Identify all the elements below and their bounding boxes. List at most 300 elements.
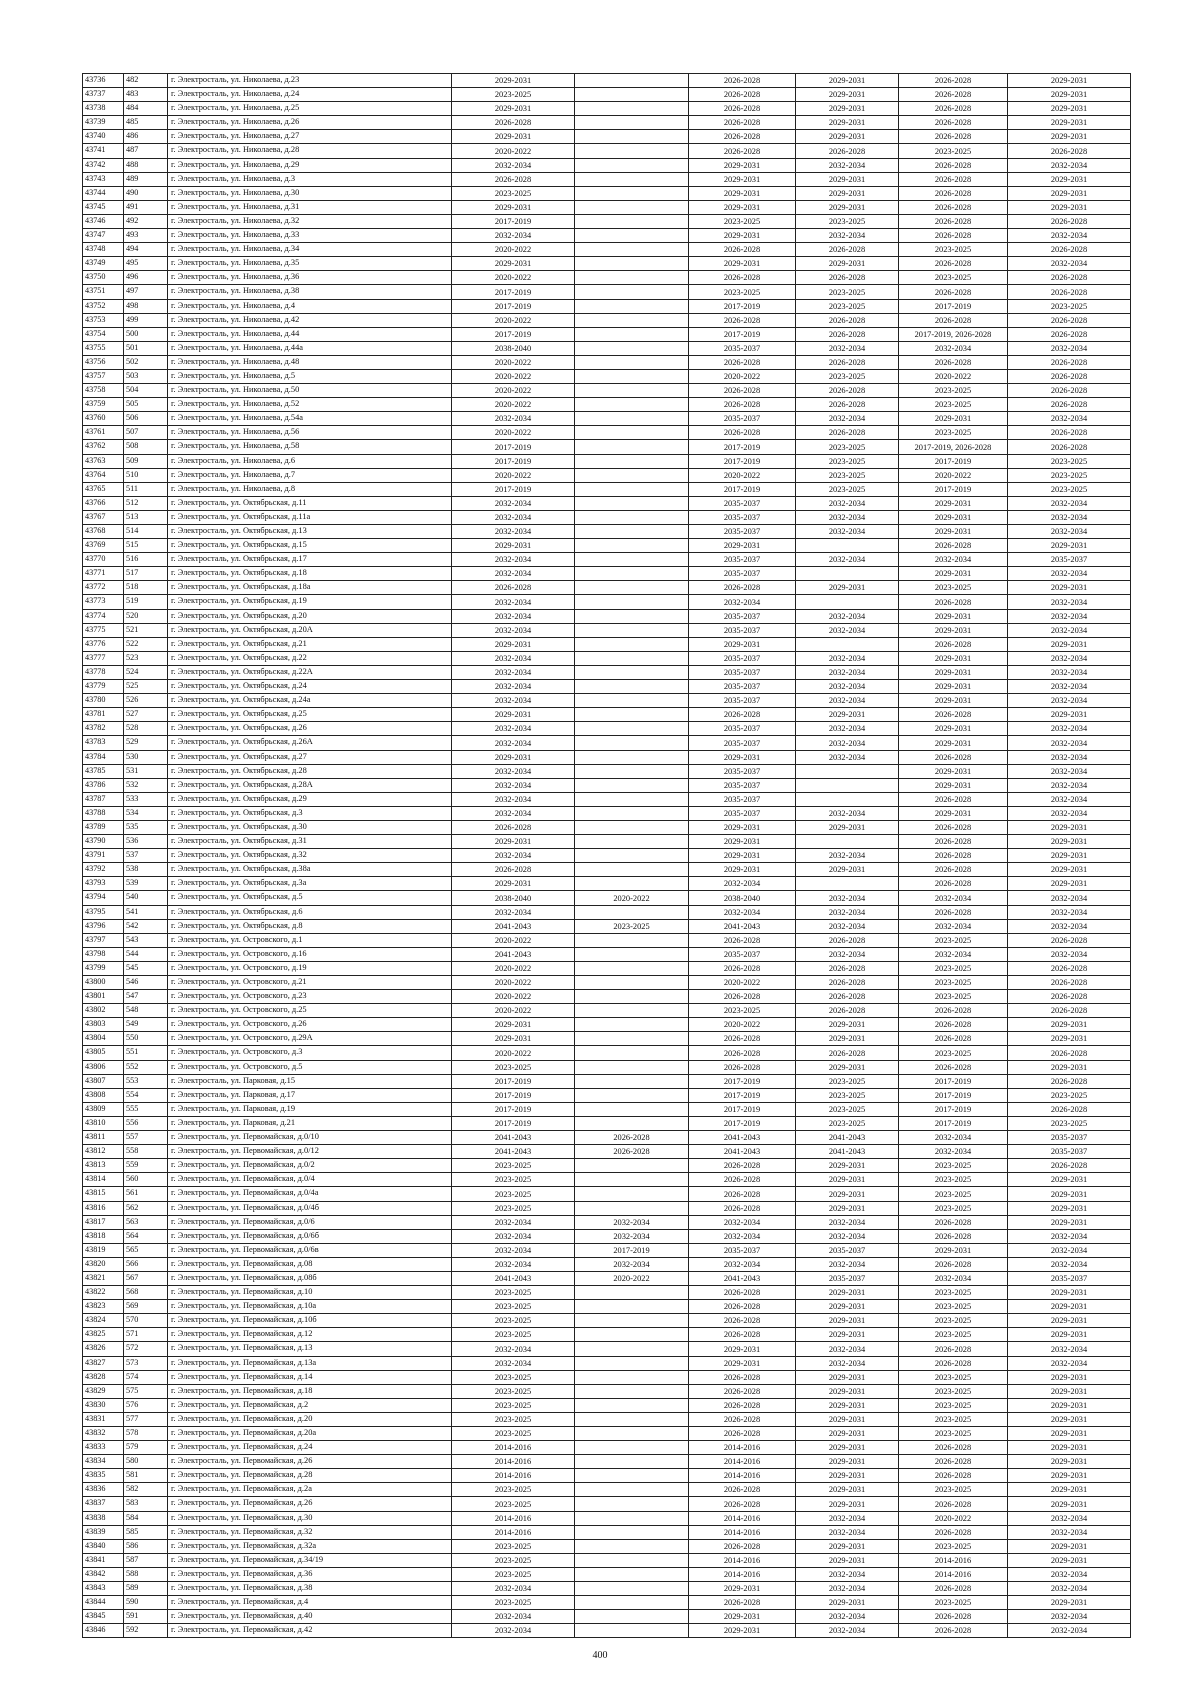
row-index-cell: 491 bbox=[124, 200, 168, 214]
period-1-cell: 2023-2025 bbox=[452, 1187, 575, 1201]
period-3-cell: 2026-2028 bbox=[689, 384, 796, 398]
period-4-cell: 2026-2028 bbox=[796, 355, 899, 369]
address-cell: г. Электросталь, ул. Первомайская, д.0/10 bbox=[168, 1131, 452, 1145]
address-cell: г. Электросталь, ул. Октябрьская, д.18 bbox=[168, 567, 452, 581]
period-6-cell: 2029-2031 bbox=[1008, 1441, 1131, 1455]
period-3-cell: 2026-2028 bbox=[689, 1412, 796, 1426]
row-id-cell: 43788 bbox=[83, 806, 124, 820]
period-5-cell: 2029-2031 bbox=[899, 496, 1008, 510]
period-3-cell: 2029-2031 bbox=[689, 835, 796, 849]
period-2-cell bbox=[575, 88, 689, 102]
address-cell: г. Электросталь, ул. Октябрьская, д.28А bbox=[168, 778, 452, 792]
address-cell: г. Электросталь, ул. Октябрьская, д.21 bbox=[168, 637, 452, 651]
period-2-cell bbox=[575, 1032, 689, 1046]
row-index-cell: 556 bbox=[124, 1116, 168, 1130]
row-id-cell: 43785 bbox=[83, 764, 124, 778]
period-2-cell bbox=[575, 961, 689, 975]
period-2-cell bbox=[575, 609, 689, 623]
period-1-cell: 2032-2034 bbox=[452, 1624, 575, 1638]
row-id-cell: 43833 bbox=[83, 1441, 124, 1455]
period-6-cell: 2032-2034 bbox=[1008, 1610, 1131, 1624]
period-6-cell: 2032-2034 bbox=[1008, 680, 1131, 694]
period-5-cell: 2023-2025 bbox=[899, 144, 1008, 158]
row-index-cell: 572 bbox=[124, 1342, 168, 1356]
period-5-cell: 2026-2028 bbox=[899, 88, 1008, 102]
period-5-cell: 2026-2028 bbox=[899, 1469, 1008, 1483]
period-6-cell: 2032-2034 bbox=[1008, 412, 1131, 426]
period-5-cell: 2029-2031 bbox=[899, 651, 1008, 665]
period-5-cell: 2026-2028 bbox=[899, 1342, 1008, 1356]
row-index-cell: 519 bbox=[124, 595, 168, 609]
row-id-cell: 43800 bbox=[83, 976, 124, 990]
table-row bbox=[83, 1004, 1131, 1018]
period-6-cell: 2032-2034 bbox=[1008, 1243, 1131, 1257]
period-3-cell: 2029-2031 bbox=[689, 172, 796, 186]
address-cell: г. Электросталь, ул. Парковая, д.19 bbox=[168, 1102, 452, 1116]
row-index-cell: 585 bbox=[124, 1525, 168, 1539]
period-4-cell: 2032-2034 bbox=[796, 905, 899, 919]
period-6-cell: 2029-2031 bbox=[1008, 1412, 1131, 1426]
row-id-cell: 43796 bbox=[83, 919, 124, 933]
period-3-cell: 2035-2037 bbox=[689, 764, 796, 778]
table-row bbox=[83, 158, 1131, 172]
row-index-cell: 508 bbox=[124, 440, 168, 454]
table-row bbox=[83, 1427, 1131, 1441]
period-5-cell: 2032-2034 bbox=[899, 891, 1008, 905]
period-3-cell: 2026-2028 bbox=[689, 1046, 796, 1060]
period-6-cell: 2029-2031 bbox=[1008, 1553, 1131, 1567]
period-1-cell: 2023-2025 bbox=[452, 1384, 575, 1398]
period-1-cell: 2023-2025 bbox=[452, 1539, 575, 1553]
period-3-cell: 2026-2028 bbox=[689, 1032, 796, 1046]
period-4-cell: 2029-2031 bbox=[796, 1300, 899, 1314]
period-4-cell: 2032-2034 bbox=[796, 623, 899, 637]
row-index-cell: 504 bbox=[124, 384, 168, 398]
period-1-cell: 2017-2019 bbox=[452, 327, 575, 341]
period-1-cell: 2023-2025 bbox=[452, 88, 575, 102]
period-5-cell: 2029-2031 bbox=[899, 694, 1008, 708]
address-cell: г. Электросталь, ул. Октябрьская, д.22 bbox=[168, 651, 452, 665]
period-4-cell: 2029-2031 bbox=[796, 1497, 899, 1511]
period-6-cell: 2032-2034 bbox=[1008, 764, 1131, 778]
period-4-cell: 2023-2025 bbox=[796, 369, 899, 383]
period-3-cell: 2014-2016 bbox=[689, 1511, 796, 1525]
period-1-cell: 2029-2031 bbox=[452, 1032, 575, 1046]
row-index-cell: 570 bbox=[124, 1314, 168, 1328]
row-index-cell: 503 bbox=[124, 369, 168, 383]
period-2-cell bbox=[575, 1370, 689, 1384]
period-2-cell bbox=[575, 384, 689, 398]
table-row bbox=[83, 186, 1131, 200]
period-1-cell: 2020-2022 bbox=[452, 1004, 575, 1018]
table-row bbox=[83, 708, 1131, 722]
address-cell: г. Электросталь, ул. Николаева, д.50 bbox=[168, 384, 452, 398]
row-index-cell: 548 bbox=[124, 1004, 168, 1018]
period-1-cell: 2032-2034 bbox=[452, 792, 575, 806]
period-6-cell: 2032-2034 bbox=[1008, 694, 1131, 708]
period-1-cell: 2014-2016 bbox=[452, 1511, 575, 1525]
row-id-cell: 43806 bbox=[83, 1060, 124, 1074]
table-row bbox=[83, 609, 1131, 623]
address-cell: г. Электросталь, ул. Первомайская, д.26 bbox=[168, 1497, 452, 1511]
period-2-cell bbox=[575, 863, 689, 877]
row-id-cell: 43738 bbox=[83, 102, 124, 116]
address-cell: г. Электросталь, ул. Октябрьская, д.19 bbox=[168, 595, 452, 609]
period-3-cell: 2026-2028 bbox=[689, 1201, 796, 1215]
period-3-cell: 2026-2028 bbox=[689, 426, 796, 440]
address-cell: г. Электросталь, ул. Первомайская, д.08б bbox=[168, 1271, 452, 1285]
row-id-cell: 43812 bbox=[83, 1145, 124, 1159]
address-cell: г. Электросталь, ул. Первомайская, д.10а bbox=[168, 1300, 452, 1314]
address-cell: г. Электросталь, ул. Первомайская, д.38 bbox=[168, 1582, 452, 1596]
row-index-cell: 506 bbox=[124, 412, 168, 426]
row-id-cell: 43779 bbox=[83, 680, 124, 694]
period-4-cell: 2029-2031 bbox=[796, 1455, 899, 1469]
row-index-cell: 526 bbox=[124, 694, 168, 708]
period-5-cell: 2017-2019 bbox=[899, 1102, 1008, 1116]
period-1-cell: 2020-2022 bbox=[452, 1046, 575, 1060]
table-row bbox=[83, 1286, 1131, 1300]
period-2-cell bbox=[575, 200, 689, 214]
period-2-cell bbox=[575, 947, 689, 961]
period-1-cell: 2026-2028 bbox=[452, 172, 575, 186]
period-6-cell: 2026-2028 bbox=[1008, 384, 1131, 398]
period-4-cell: 2023-2025 bbox=[796, 1074, 899, 1088]
table-row bbox=[83, 1624, 1131, 1638]
row-index-cell: 550 bbox=[124, 1032, 168, 1046]
row-index-cell: 533 bbox=[124, 792, 168, 806]
row-id-cell: 43782 bbox=[83, 722, 124, 736]
address-cell: г. Электросталь, ул. Первомайская, д.08 bbox=[168, 1257, 452, 1271]
period-4-cell: 2032-2034 bbox=[796, 849, 899, 863]
address-cell: г. Электросталь, ул. Парковая, д.21 bbox=[168, 1116, 452, 1130]
period-1-cell: 2032-2034 bbox=[452, 694, 575, 708]
period-2-cell bbox=[575, 313, 689, 327]
address-cell: г. Электросталь, ул. Николаева, д.52 bbox=[168, 398, 452, 412]
period-1-cell: 2026-2028 bbox=[452, 863, 575, 877]
period-3-cell: 2026-2028 bbox=[689, 1370, 796, 1384]
period-6-cell: 2029-2031 bbox=[1008, 1370, 1131, 1384]
period-6-cell: 2032-2034 bbox=[1008, 722, 1131, 736]
row-index-cell: 536 bbox=[124, 835, 168, 849]
period-6-cell: 2032-2034 bbox=[1008, 792, 1131, 806]
period-2-cell bbox=[575, 468, 689, 482]
period-4-cell: 2026-2028 bbox=[796, 384, 899, 398]
period-4-cell: 2026-2028 bbox=[796, 398, 899, 412]
address-cell: г. Электросталь, ул. Николаева, д.3 bbox=[168, 172, 452, 186]
period-2-cell bbox=[575, 426, 689, 440]
period-4-cell: 2029-2031 bbox=[796, 257, 899, 271]
period-3-cell: 2035-2037 bbox=[689, 665, 796, 679]
row-id-cell: 43801 bbox=[83, 990, 124, 1004]
period-1-cell: 2020-2022 bbox=[452, 961, 575, 975]
period-6-cell: 2023-2025 bbox=[1008, 482, 1131, 496]
period-5-cell: 2029-2031 bbox=[899, 1243, 1008, 1257]
row-index-cell: 488 bbox=[124, 158, 168, 172]
period-6-cell: 2026-2028 bbox=[1008, 426, 1131, 440]
period-5-cell: 2023-2025 bbox=[899, 1398, 1008, 1412]
address-cell: г. Электросталь, ул. Первомайская, д.14 bbox=[168, 1370, 452, 1384]
row-index-cell: 498 bbox=[124, 299, 168, 313]
period-4-cell: 2026-2028 bbox=[796, 426, 899, 440]
period-5-cell: 2026-2028 bbox=[899, 285, 1008, 299]
period-2-cell bbox=[575, 1201, 689, 1215]
table-row bbox=[83, 1328, 1131, 1342]
period-2-cell bbox=[575, 116, 689, 130]
period-5-cell: 2029-2031 bbox=[899, 510, 1008, 524]
period-6-cell: 2032-2034 bbox=[1008, 1624, 1131, 1638]
period-3-cell: 2017-2019 bbox=[689, 440, 796, 454]
table-row bbox=[83, 144, 1131, 158]
period-6-cell: 2029-2031 bbox=[1008, 1314, 1131, 1328]
period-3-cell: 2017-2019 bbox=[689, 299, 796, 313]
period-3-cell: 2017-2019 bbox=[689, 1074, 796, 1088]
period-3-cell: 2035-2037 bbox=[689, 1243, 796, 1257]
period-3-cell: 2035-2037 bbox=[689, 623, 796, 637]
address-cell: г. Электросталь, ул. Первомайская, д.2 bbox=[168, 1398, 452, 1412]
period-6-cell: 2032-2034 bbox=[1008, 806, 1131, 820]
table-row bbox=[83, 595, 1131, 609]
address-cell: г. Электросталь, ул. Николаева, д.26 bbox=[168, 116, 452, 130]
period-6-cell: 2032-2034 bbox=[1008, 595, 1131, 609]
period-6-cell: 2029-2031 bbox=[1008, 1286, 1131, 1300]
period-4-cell: 2029-2031 bbox=[796, 1553, 899, 1567]
period-1-cell: 2032-2034 bbox=[452, 736, 575, 750]
period-6-cell: 2029-2031 bbox=[1008, 102, 1131, 116]
period-2-cell bbox=[575, 243, 689, 257]
period-3-cell: 2035-2037 bbox=[689, 792, 796, 806]
period-1-cell: 2029-2031 bbox=[452, 257, 575, 271]
period-3-cell: 2026-2028 bbox=[689, 1173, 796, 1187]
row-id-cell: 43839 bbox=[83, 1525, 124, 1539]
period-4-cell: 2029-2031 bbox=[796, 1187, 899, 1201]
period-4-cell: 2023-2025 bbox=[796, 1102, 899, 1116]
row-index-cell: 527 bbox=[124, 708, 168, 722]
period-3-cell: 2014-2016 bbox=[689, 1441, 796, 1455]
period-3-cell: 2017-2019 bbox=[689, 1088, 796, 1102]
table-row bbox=[83, 1412, 1131, 1426]
period-2-cell bbox=[575, 1455, 689, 1469]
period-2-cell bbox=[575, 722, 689, 736]
address-cell: г. Электросталь, ул. Первомайская, д.2а bbox=[168, 1483, 452, 1497]
period-2-cell bbox=[575, 1018, 689, 1032]
address-cell: г. Электросталь, ул. Николаева, д.7 bbox=[168, 468, 452, 482]
period-2-cell: 2023-2025 bbox=[575, 919, 689, 933]
period-3-cell: 2035-2037 bbox=[689, 553, 796, 567]
period-2-cell bbox=[575, 257, 689, 271]
period-3-cell: 2026-2028 bbox=[689, 708, 796, 722]
row-id-cell: 43789 bbox=[83, 820, 124, 834]
period-2-cell bbox=[575, 1567, 689, 1581]
period-3-cell: 2029-2031 bbox=[689, 1624, 796, 1638]
period-5-cell: 2029-2031 bbox=[899, 623, 1008, 637]
row-index-cell: 581 bbox=[124, 1469, 168, 1483]
period-5-cell: 2026-2028 bbox=[899, 1018, 1008, 1032]
period-3-cell: 2029-2031 bbox=[689, 750, 796, 764]
period-2-cell: 2020-2022 bbox=[575, 1271, 689, 1285]
period-5-cell: 2029-2031 bbox=[899, 412, 1008, 426]
period-6-cell: 2029-2031 bbox=[1008, 1497, 1131, 1511]
period-2-cell bbox=[575, 933, 689, 947]
period-2-cell bbox=[575, 1525, 689, 1539]
period-3-cell: 2032-2034 bbox=[689, 1229, 796, 1243]
period-5-cell: 2029-2031 bbox=[899, 736, 1008, 750]
row-index-cell: 566 bbox=[124, 1257, 168, 1271]
address-cell: г. Электросталь, ул. Николаева, д.6 bbox=[168, 454, 452, 468]
row-index-cell: 538 bbox=[124, 863, 168, 877]
address-cell: г. Электросталь, ул. Первомайская, д.18 bbox=[168, 1384, 452, 1398]
row-id-cell: 43737 bbox=[83, 88, 124, 102]
row-id-cell: 43759 bbox=[83, 398, 124, 412]
period-2-cell bbox=[575, 1384, 689, 1398]
period-1-cell: 2032-2034 bbox=[452, 806, 575, 820]
table-row bbox=[83, 74, 1131, 88]
period-1-cell: 2032-2034 bbox=[452, 722, 575, 736]
table-row bbox=[83, 637, 1131, 651]
period-2-cell bbox=[575, 1412, 689, 1426]
period-2-cell bbox=[575, 553, 689, 567]
row-id-cell: 43744 bbox=[83, 186, 124, 200]
address-cell: г. Электросталь, ул. Октябрьская, д.29 bbox=[168, 792, 452, 806]
address-cell: г. Электросталь, ул. Октябрьская, д.20А bbox=[168, 623, 452, 637]
row-index-cell: 568 bbox=[124, 1286, 168, 1300]
period-5-cell: 2026-2028 bbox=[899, 1229, 1008, 1243]
period-4-cell: 2026-2028 bbox=[796, 1004, 899, 1018]
address-cell: г. Электросталь, ул. Первомайская, д.34/19 bbox=[168, 1553, 452, 1567]
period-1-cell: 2032-2034 bbox=[452, 412, 575, 426]
table-row bbox=[83, 581, 1131, 595]
address-cell: г. Электросталь, ул. Октябрьская, д.24а bbox=[168, 694, 452, 708]
address-cell: г. Электросталь, ул. Парковая, д.15 bbox=[168, 1074, 452, 1088]
period-6-cell: 2029-2031 bbox=[1008, 581, 1131, 595]
row-index-cell: 576 bbox=[124, 1398, 168, 1412]
row-id-cell: 43790 bbox=[83, 835, 124, 849]
row-index-cell: 542 bbox=[124, 919, 168, 933]
table-row bbox=[83, 102, 1131, 116]
period-4-cell: 2029-2031 bbox=[796, 1018, 899, 1032]
row-id-cell: 43846 bbox=[83, 1624, 124, 1638]
period-6-cell: 2032-2034 bbox=[1008, 651, 1131, 665]
period-6-cell: 2029-2031 bbox=[1008, 863, 1131, 877]
period-2-cell bbox=[575, 1102, 689, 1116]
table-row bbox=[83, 525, 1131, 539]
period-3-cell: 2029-2031 bbox=[689, 200, 796, 214]
period-2-cell bbox=[575, 1173, 689, 1187]
period-6-cell: 2032-2034 bbox=[1008, 257, 1131, 271]
row-id-cell: 43765 bbox=[83, 482, 124, 496]
address-cell: г. Электросталь, ул. Октябрьская, д.31 bbox=[168, 835, 452, 849]
period-3-cell: 2026-2028 bbox=[689, 1539, 796, 1553]
period-2-cell bbox=[575, 172, 689, 186]
period-4-cell: 2023-2025 bbox=[796, 440, 899, 454]
table-row bbox=[83, 1610, 1131, 1624]
table-row bbox=[83, 398, 1131, 412]
table-row bbox=[83, 1398, 1131, 1412]
period-2-cell bbox=[575, 877, 689, 891]
row-id-cell: 43826 bbox=[83, 1342, 124, 1356]
period-4-cell: 2023-2025 bbox=[796, 482, 899, 496]
row-id-cell: 43745 bbox=[83, 200, 124, 214]
period-5-cell: 2026-2028 bbox=[899, 74, 1008, 88]
period-4-cell: 2029-2031 bbox=[796, 1173, 899, 1187]
period-2-cell bbox=[575, 708, 689, 722]
period-5-cell: 2026-2028 bbox=[899, 130, 1008, 144]
period-2-cell bbox=[575, 1116, 689, 1130]
period-5-cell: 2017-2019 bbox=[899, 454, 1008, 468]
address-cell: г. Электросталь, ул. Октябрьская, д.27 bbox=[168, 750, 452, 764]
period-2-cell bbox=[575, 792, 689, 806]
period-4-cell bbox=[796, 877, 899, 891]
period-6-cell: 2026-2028 bbox=[1008, 271, 1131, 285]
period-5-cell: 2023-2025 bbox=[899, 1596, 1008, 1610]
row-id-cell: 43808 bbox=[83, 1088, 124, 1102]
period-4-cell: 2029-2031 bbox=[796, 102, 899, 116]
period-1-cell: 2020-2022 bbox=[452, 990, 575, 1004]
period-6-cell: 2026-2028 bbox=[1008, 313, 1131, 327]
period-1-cell: 2023-2025 bbox=[452, 1201, 575, 1215]
period-3-cell: 2014-2016 bbox=[689, 1455, 796, 1469]
period-5-cell: 2029-2031 bbox=[899, 567, 1008, 581]
period-5-cell: 2029-2031 bbox=[899, 764, 1008, 778]
table-row bbox=[83, 1018, 1131, 1032]
table-row bbox=[83, 1469, 1131, 1483]
period-4-cell: 2029-2031 bbox=[796, 1032, 899, 1046]
row-id-cell: 43843 bbox=[83, 1582, 124, 1596]
period-4-cell: 2041-2043 bbox=[796, 1131, 899, 1145]
period-2-cell bbox=[575, 835, 689, 849]
period-6-cell: 2023-2025 bbox=[1008, 1088, 1131, 1102]
row-id-cell: 43827 bbox=[83, 1356, 124, 1370]
period-5-cell: 2017-2019 bbox=[899, 482, 1008, 496]
row-id-cell: 43751 bbox=[83, 285, 124, 299]
period-5-cell: 2023-2025 bbox=[899, 581, 1008, 595]
row-id-cell: 43767 bbox=[83, 510, 124, 524]
period-4-cell bbox=[796, 778, 899, 792]
row-index-cell: 520 bbox=[124, 609, 168, 623]
period-5-cell: 2026-2028 bbox=[899, 186, 1008, 200]
row-index-cell: 511 bbox=[124, 482, 168, 496]
address-cell: г. Электросталь, ул. Николаева, д.23 bbox=[168, 74, 452, 88]
period-6-cell: 2029-2031 bbox=[1008, 200, 1131, 214]
address-cell: г. Электросталь, ул. Островского, д.25 bbox=[168, 1004, 452, 1018]
row-id-cell: 43825 bbox=[83, 1328, 124, 1342]
period-1-cell: 2023-2025 bbox=[452, 1412, 575, 1426]
period-6-cell: 2032-2034 bbox=[1008, 1257, 1131, 1271]
row-index-cell: 489 bbox=[124, 172, 168, 186]
table-row bbox=[83, 454, 1131, 468]
period-6-cell: 2032-2034 bbox=[1008, 496, 1131, 510]
row-id-cell: 43743 bbox=[83, 172, 124, 186]
address-cell: г. Электросталь, ул. Первомайская, д.0/2 bbox=[168, 1159, 452, 1173]
row-index-cell: 532 bbox=[124, 778, 168, 792]
period-4-cell: 2029-2031 bbox=[796, 1441, 899, 1455]
address-cell: г. Электросталь, ул. Первомайская, д.42 bbox=[168, 1624, 452, 1638]
row-id-cell: 43786 bbox=[83, 778, 124, 792]
period-6-cell: 2026-2028 bbox=[1008, 214, 1131, 228]
period-3-cell: 2029-2031 bbox=[689, 1342, 796, 1356]
row-id-cell: 43750 bbox=[83, 271, 124, 285]
period-2-cell bbox=[575, 750, 689, 764]
table-row bbox=[83, 1102, 1131, 1116]
period-1-cell: 2032-2034 bbox=[452, 1229, 575, 1243]
row-id-cell: 43770 bbox=[83, 553, 124, 567]
period-4-cell: 2026-2028 bbox=[796, 144, 899, 158]
row-index-cell: 557 bbox=[124, 1131, 168, 1145]
row-index-cell: 505 bbox=[124, 398, 168, 412]
period-1-cell: 2029-2031 bbox=[452, 200, 575, 214]
period-5-cell: 2026-2028 bbox=[899, 1624, 1008, 1638]
row-id-cell: 43763 bbox=[83, 454, 124, 468]
